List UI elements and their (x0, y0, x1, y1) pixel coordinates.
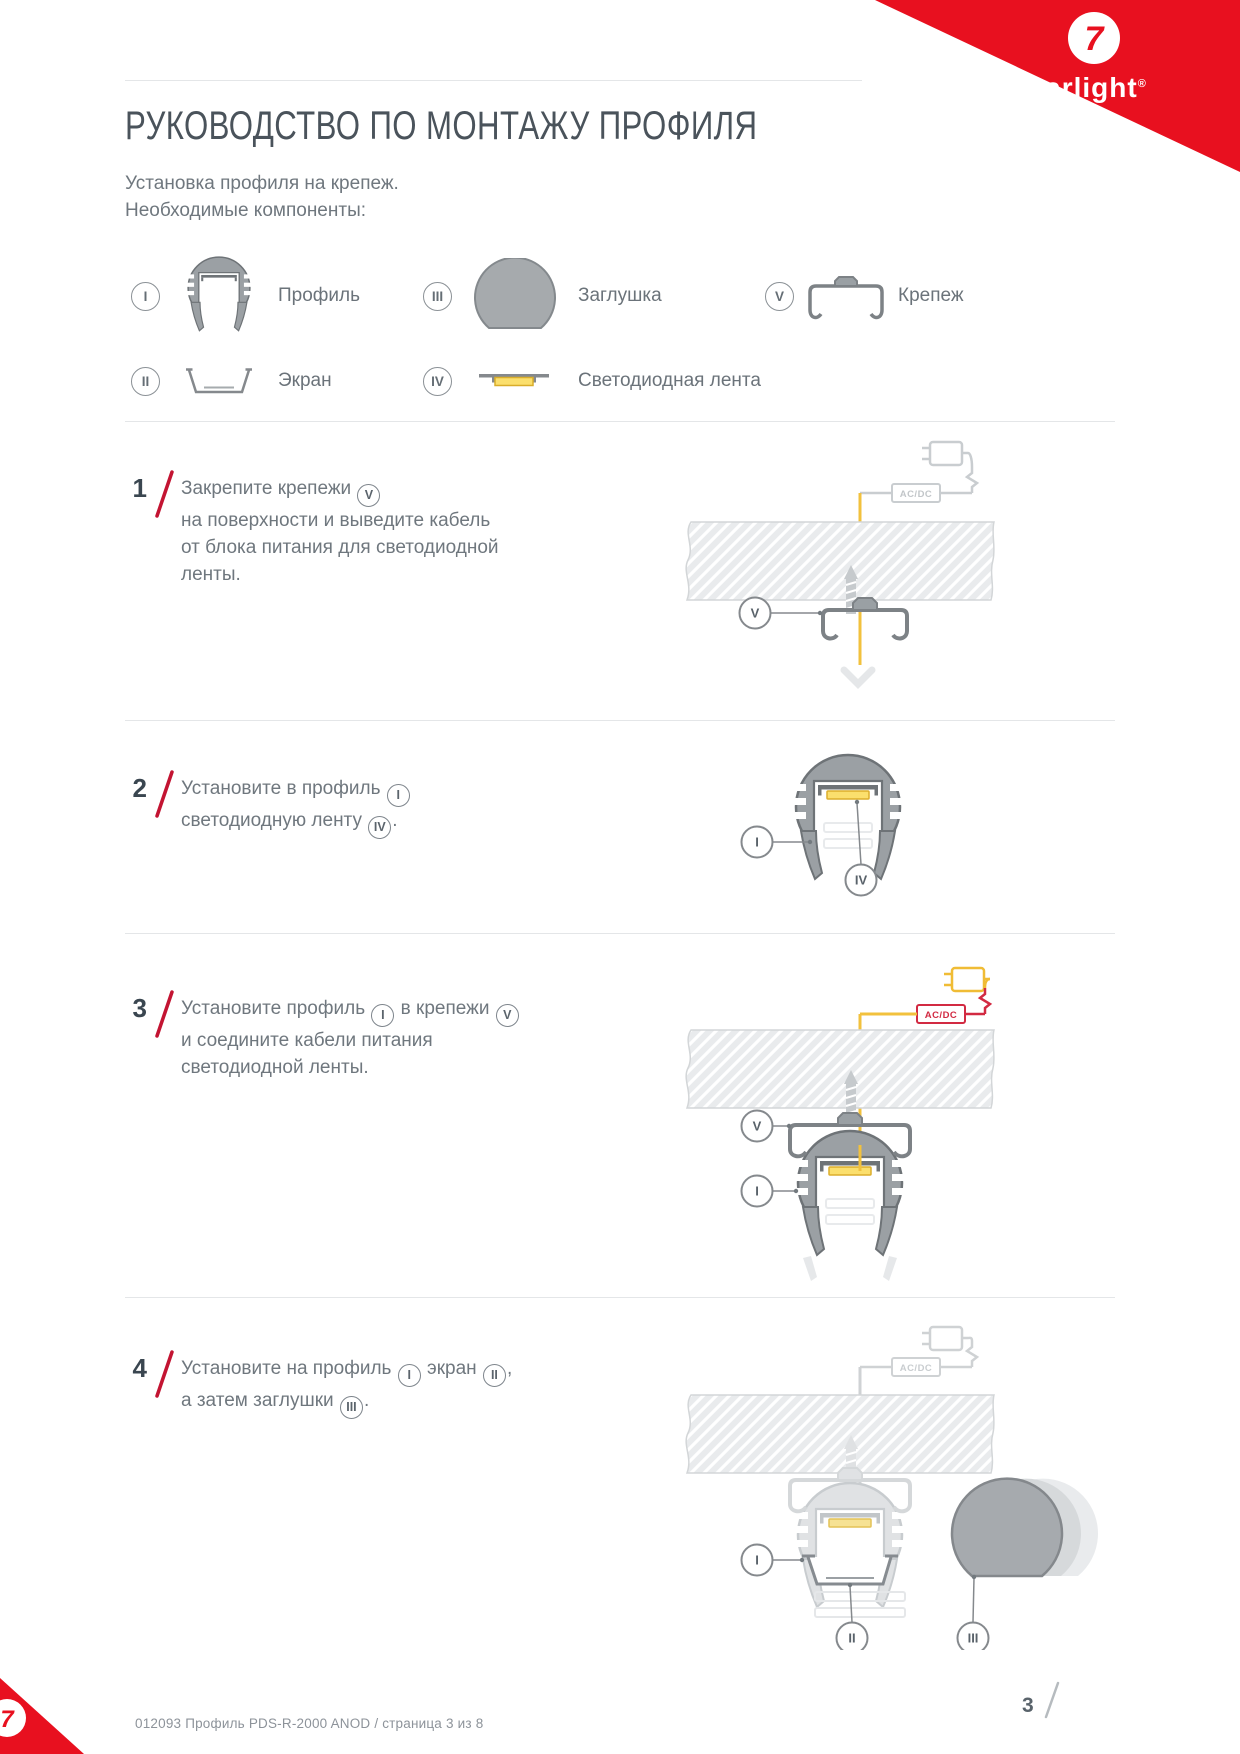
page-number-slash-icon (1042, 1680, 1062, 1720)
step-number: 1 (132, 473, 147, 503)
step-2 (125, 775, 411, 839)
acdc-label: AC/DC (924, 1010, 958, 1021)
roman-badge: II (483, 1364, 506, 1387)
numeral-badge-V: V (765, 282, 794, 311)
roman-badge: IV (368, 816, 391, 839)
roman-badge: III (340, 1396, 363, 1419)
brand-logo-glyph: 7 (0, 1706, 14, 1733)
svg-text:V: V (750, 605, 760, 621)
roman-badge: V (357, 484, 380, 507)
numeral-badge-IV: IV (423, 367, 452, 396)
endcap-icon (452, 258, 578, 334)
power-supply-diagram (860, 442, 977, 502)
step-4-illustration (640, 1315, 1110, 1650)
profile-drawing (786, 1131, 914, 1255)
roman-badge: V (496, 1004, 519, 1027)
section-divider (125, 933, 1115, 934)
wire-break-icon (967, 1341, 977, 1367)
legend-item-endcap (423, 258, 662, 334)
acdc-label: AC/DC (899, 1363, 933, 1374)
step-2-illustration (690, 745, 960, 925)
intro-text (125, 170, 399, 224)
acdc-label: AC/DC (899, 489, 933, 500)
numeral-badge-II: II (131, 367, 160, 396)
header-rule (125, 80, 862, 81)
profile-drawing (784, 755, 912, 879)
plug-icon (922, 442, 968, 465)
plug-icon (944, 968, 990, 991)
led-strip-drawing (829, 1519, 871, 1527)
roman-badge: I (387, 784, 410, 807)
step-3 (125, 995, 520, 1081)
step-number: 4 (132, 1353, 147, 1383)
mounting-surface (686, 1030, 994, 1108)
page-number: 3 (1022, 1694, 1034, 1717)
svg-text:I: I (755, 1183, 759, 1199)
svg-text:V: V (752, 1118, 762, 1134)
legend-label: Светодиодная лента (578, 370, 761, 391)
roman-badge: I (398, 1364, 421, 1387)
step-slash-icon (151, 1349, 177, 1399)
svg-text:III: III (967, 1630, 979, 1646)
ghost-rail (815, 1608, 905, 1617)
brand-logo-glyph: 7 (1084, 20, 1104, 58)
numeral-badge-III: III (423, 282, 452, 311)
mounting-surface (686, 1395, 994, 1473)
callout-III (958, 1575, 989, 1650)
numeral-badge-I: I (131, 282, 160, 311)
step-number: 2 (132, 773, 147, 803)
bracket-icon (798, 272, 894, 320)
legend-label: Заглушка (578, 285, 662, 306)
step-slash-icon (151, 469, 177, 519)
led-strip-icon (452, 372, 578, 390)
roman-badge: I (371, 1004, 394, 1027)
callout-V (742, 1111, 792, 1142)
intro-line-2: Необходимые компоненты: (125, 200, 367, 221)
direction-arrow (844, 670, 872, 684)
step-1-illustration (640, 420, 1020, 718)
components-legend (125, 240, 1125, 410)
screen-drawing (802, 1556, 898, 1584)
step-number: 3 (132, 993, 147, 1023)
svg-text:IV: IV (854, 872, 868, 888)
legend-label: Экран (278, 370, 332, 391)
mounting-surface (686, 522, 994, 600)
power-supply-diagram (860, 1327, 977, 1376)
profile-icon (160, 246, 278, 346)
section-divider (125, 720, 1115, 721)
step-slash-icon (151, 769, 177, 819)
svg-text:II: II (848, 1630, 856, 1646)
step-1 (125, 475, 499, 588)
brand-ribbon (872, 0, 1240, 178)
footer-doc-line: 012093 Профиль PDS-R-2000 ANOD / страница 3 из 8 (135, 1716, 484, 1731)
callout-V (740, 598, 823, 629)
legend-item-led-strip (423, 367, 761, 396)
screen-icon (160, 367, 278, 395)
step-slash-icon (151, 989, 177, 1039)
legend-label: Крепеж (898, 285, 964, 306)
brand-name: arlight® (1045, 72, 1147, 103)
shadow-left (803, 1256, 817, 1281)
legend-item-bracket (765, 272, 964, 320)
power-supply-diagram (860, 968, 990, 1023)
endcap-drawing (952, 1479, 1062, 1576)
callout-I (742, 1545, 805, 1576)
led-strip-drawing (827, 791, 869, 799)
led-strip-drawing (829, 1167, 871, 1175)
step-instructions: Установите на профиль I экран II , а затем заглушки III . (181, 1355, 512, 1419)
legend-item-screen (131, 367, 332, 396)
step-instructions: Закрепите крепежи V на поверхности и выведите кабель от блока питания для светодиодной ленты. (181, 478, 499, 585)
shadow-right (883, 1256, 897, 1281)
step-3-illustration (640, 965, 1020, 1295)
step-4 (125, 1355, 512, 1419)
wire-break-icon (967, 467, 977, 493)
step-instructions: Установите в профиль I светодиодную ленту IV . (181, 775, 411, 839)
intro-line-1: Установка профиля на крепеж. (125, 173, 399, 194)
footer-brand-corner (0, 1676, 84, 1754)
svg-text:I: I (755, 1552, 759, 1568)
section-divider (125, 1297, 1115, 1298)
bracket-drawing (823, 598, 907, 638)
svg-text:I: I (755, 834, 759, 850)
legend-label: Профиль (278, 285, 361, 306)
legend-item-profile (131, 246, 360, 346)
step-instructions: Установите профиль I в крепежи V и соедините кабели питания светодиодной ленты. (181, 995, 520, 1081)
page-title: РУКОВОДСТВО ПО МОНТАЖУ ПРОФИЛЯ (125, 104, 758, 148)
plug-icon (922, 1327, 968, 1350)
